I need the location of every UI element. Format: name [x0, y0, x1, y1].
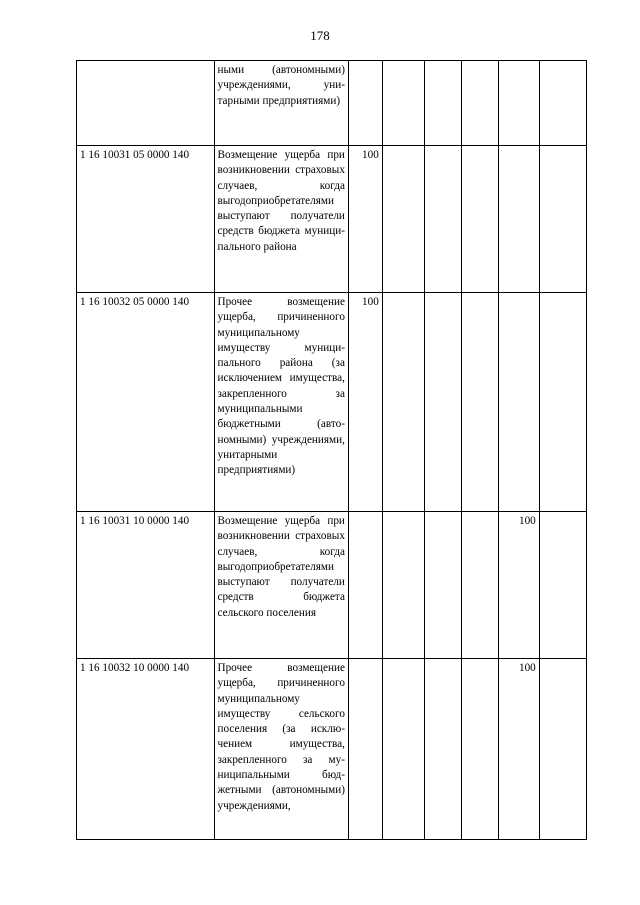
value-cell: [461, 293, 498, 512]
value-cell: [424, 146, 461, 293]
value-cell: [539, 61, 586, 146]
value-cell: [424, 512, 461, 659]
value-cell: [424, 61, 461, 146]
value-cell: [498, 146, 539, 293]
value-cell: [498, 61, 539, 146]
value-cell: [382, 512, 424, 659]
value-cell: [539, 293, 586, 512]
table-row: [77, 293, 587, 512]
budget-code-cell: 1 16 10032 05 0000 140: [77, 293, 215, 512]
budget-code-cell: 1 16 10031 05 0000 140: [77, 146, 215, 293]
value-cell: [424, 293, 461, 512]
value-cell: [539, 146, 586, 293]
value-cell: [461, 146, 498, 293]
value-cell: [348, 659, 382, 840]
value-cell: [498, 293, 539, 512]
value-cell: [424, 659, 461, 840]
value-cell: [539, 659, 586, 840]
value-cell: [461, 659, 498, 840]
table-row: [77, 61, 587, 146]
value-cell: [348, 512, 382, 659]
value-cell: 100: [498, 659, 539, 840]
value-cell: [382, 659, 424, 840]
revenue-name-cell: Прочее возмещение ущерба, причиненного муниципальному имуществу сельского поселения (за исключением имущества, закрепленного за муниципальными бюджетными (автономными) учреждениями,: [214, 659, 348, 840]
value-cell: [461, 61, 498, 146]
revenue-name-cell: Возмещение ущерба при возникновении страховых случаев, когда выгодоприобретателями выступают получатели средств бюджета муниципального района: [214, 146, 348, 293]
revenue-codes-table: [76, 60, 587, 840]
table-row: [77, 659, 587, 840]
budget-code-cell: 1 16 10032 10 0000 140: [77, 659, 215, 840]
value-cell: [382, 146, 424, 293]
value-cell: [382, 61, 424, 146]
value-cell: [461, 512, 498, 659]
page-number: 178: [310, 28, 330, 43]
budget-code-cell: [77, 61, 215, 146]
revenue-name-cell: ными (автономными) учреждениями, унитарными предприятиями): [214, 61, 348, 146]
value-cell: [348, 61, 382, 146]
table-row: [77, 512, 587, 659]
value-cell: [382, 293, 424, 512]
value-cell: 100: [348, 146, 382, 293]
revenue-name-cell: Прочее возмещение ущерба, причиненного муниципальному имуществу муниципального района (за исключением имущества, закрепленного за муниципальными бюджетными (автономными) учреждениями, унитарными предприятиями): [214, 293, 348, 512]
budget-code-cell: 1 16 10031 10 0000 140: [77, 512, 215, 659]
value-cell: 100: [498, 512, 539, 659]
table-row: [77, 146, 587, 293]
value-cell: [539, 512, 586, 659]
value-cell: 100: [348, 293, 382, 512]
revenue-name-cell: Возмещение ущерба при возникновении страховых случаев, когда выгодоприобретателями выступают получатели средств бюджета сельского поселения: [214, 512, 348, 659]
